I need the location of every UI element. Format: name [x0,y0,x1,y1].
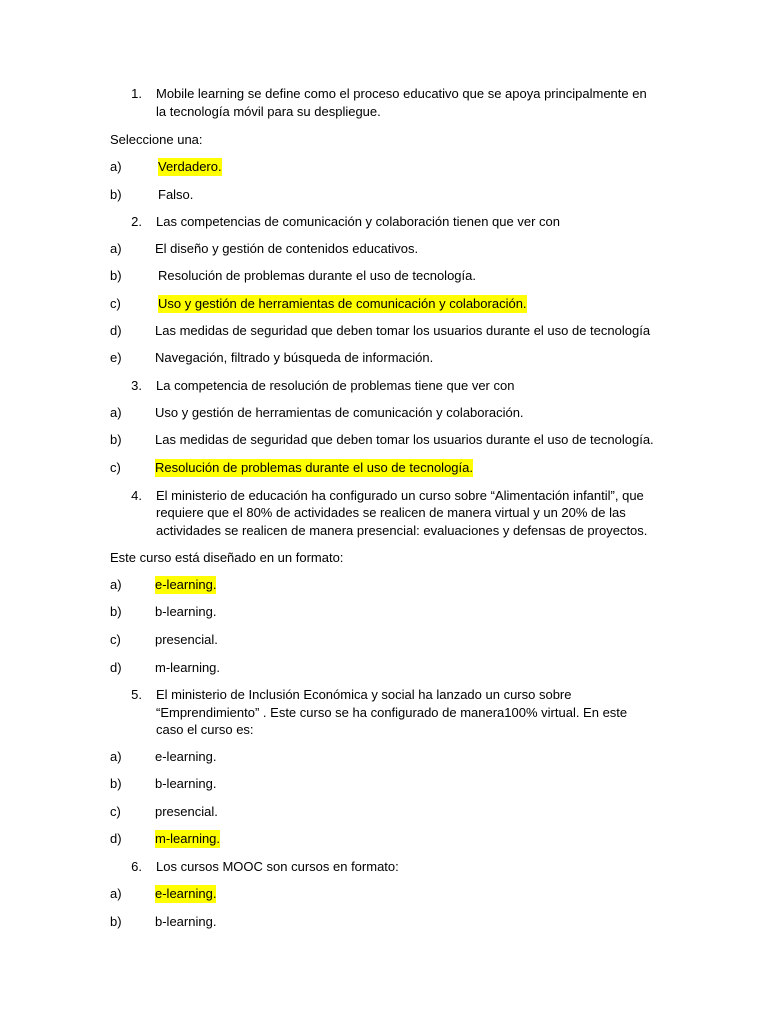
option-text: b-learning. [155,604,217,619]
option-letter: c) [110,804,121,819]
question-text-line: requiere que el 80% de actividades se realicen de manera virtual y un 20% de las [156,505,626,520]
option-row [110,748,410,766]
option-text: Falso. [158,187,194,202]
option-text: Navegación, filtrado y búsqueda de información. [155,350,434,365]
option-text: e-learning. [155,749,217,764]
option-letter: a) [110,886,122,901]
question-number: 5. [131,687,142,702]
option-letter: c) [110,460,121,475]
option-text-selected: Verdadero. [158,159,222,174]
option-text: presencial. [155,804,218,819]
option-text: m-learning. [155,660,221,675]
question-number: 3. [131,378,142,393]
option-letter: b) [110,914,122,929]
option-row [110,267,710,285]
option-row [110,322,710,340]
option-letter: a) [110,405,122,420]
option-row [110,295,710,313]
question-text-line: Las competencias de comunicación y colaboración tienen que ver con [156,214,560,229]
question-number: 2. [131,214,142,229]
question-text-line: “Emprendimiento” . Este curso se ha configurado de manera100% virtual. En este [156,705,628,720]
question-number: 4. [131,488,142,503]
option-text-selected: m-learning. [155,831,221,846]
option-text: Las medidas de seguridad que deben tomar los usuarios durante el uso de tecnología [155,323,651,338]
question-text-line: Mobile learning se define como el proceso educativo que se apoya principalmente en [156,86,647,101]
option-letter: b) [110,268,122,283]
option-row [110,349,710,367]
option-letter: d) [110,323,122,338]
option-row [110,775,410,793]
option-row [110,659,410,677]
option-letter: a) [110,749,122,764]
option-row [110,885,410,903]
option-text-selected: Uso y gestión de herramientas de comunicación y colaboración. [158,296,527,311]
option-letter: d) [110,660,122,675]
option-row [110,240,710,258]
option-letter: c) [110,632,121,647]
option-row [110,803,410,821]
question-prompt: Seleccione una: [110,132,203,147]
option-letter: b) [110,187,122,202]
option-text-selected: e-learning. [155,577,217,592]
question-text-line: La competencia de resolución de problemas tiene que ver con [156,378,515,393]
option-row [110,576,410,594]
option-text: b-learning. [155,776,217,791]
option-letter: b) [110,776,122,791]
option-row [110,830,410,848]
question-text-line: actividades se realicen de manera presencial: evaluaciones y defensas de proyectos. [156,523,648,538]
option-letter: a) [110,159,122,174]
question-text-line: Los cursos MOOC son cursos en formato: [156,859,399,874]
option-row [110,631,410,649]
option-row [110,913,410,931]
option-text: El diseño y gestión de contenidos educativos. [155,241,419,256]
option-text: Las medidas de seguridad que deben tomar los usuarios durante el uso de tecnología. [155,432,654,447]
option-row [110,186,510,204]
option-row [110,404,710,422]
option-letter: d) [110,831,122,846]
option-letter: a) [110,241,122,256]
question-text-line: El ministerio de educación ha configurado un curso sobre “Alimentación infantil”, que [156,488,644,503]
option-letter: c) [110,296,121,311]
option-text: Uso y gestión de herramientas de comunicación y colaboración. [155,405,524,420]
option-row [110,603,410,621]
question-text-line: la tecnología móvil para su despliegue. [156,104,381,119]
option-letter: b) [110,604,122,619]
question-number: 6. [131,859,142,874]
option-text-selected: Resolución de problemas durante el uso de tecnología. [155,460,473,475]
option-text-selected: e-learning. [155,886,217,901]
question-prompt: Este curso está diseñado en un formato: [110,550,344,565]
question-text-line: caso el curso es: [156,722,254,737]
option-row [110,158,510,176]
question-number: 1. [131,86,142,101]
question-text-line: El ministerio de Inclusión Económica y social ha lanzado un curso sobre [156,687,572,702]
option-letter: a) [110,577,122,592]
option-letter: e) [110,350,122,365]
option-row [110,459,710,477]
option-text: Resolución de problemas durante el uso de tecnología. [158,268,476,283]
option-text: b-learning. [155,914,217,929]
option-letter: b) [110,432,122,447]
option-text: presencial. [155,632,218,647]
option-row [110,431,710,449]
